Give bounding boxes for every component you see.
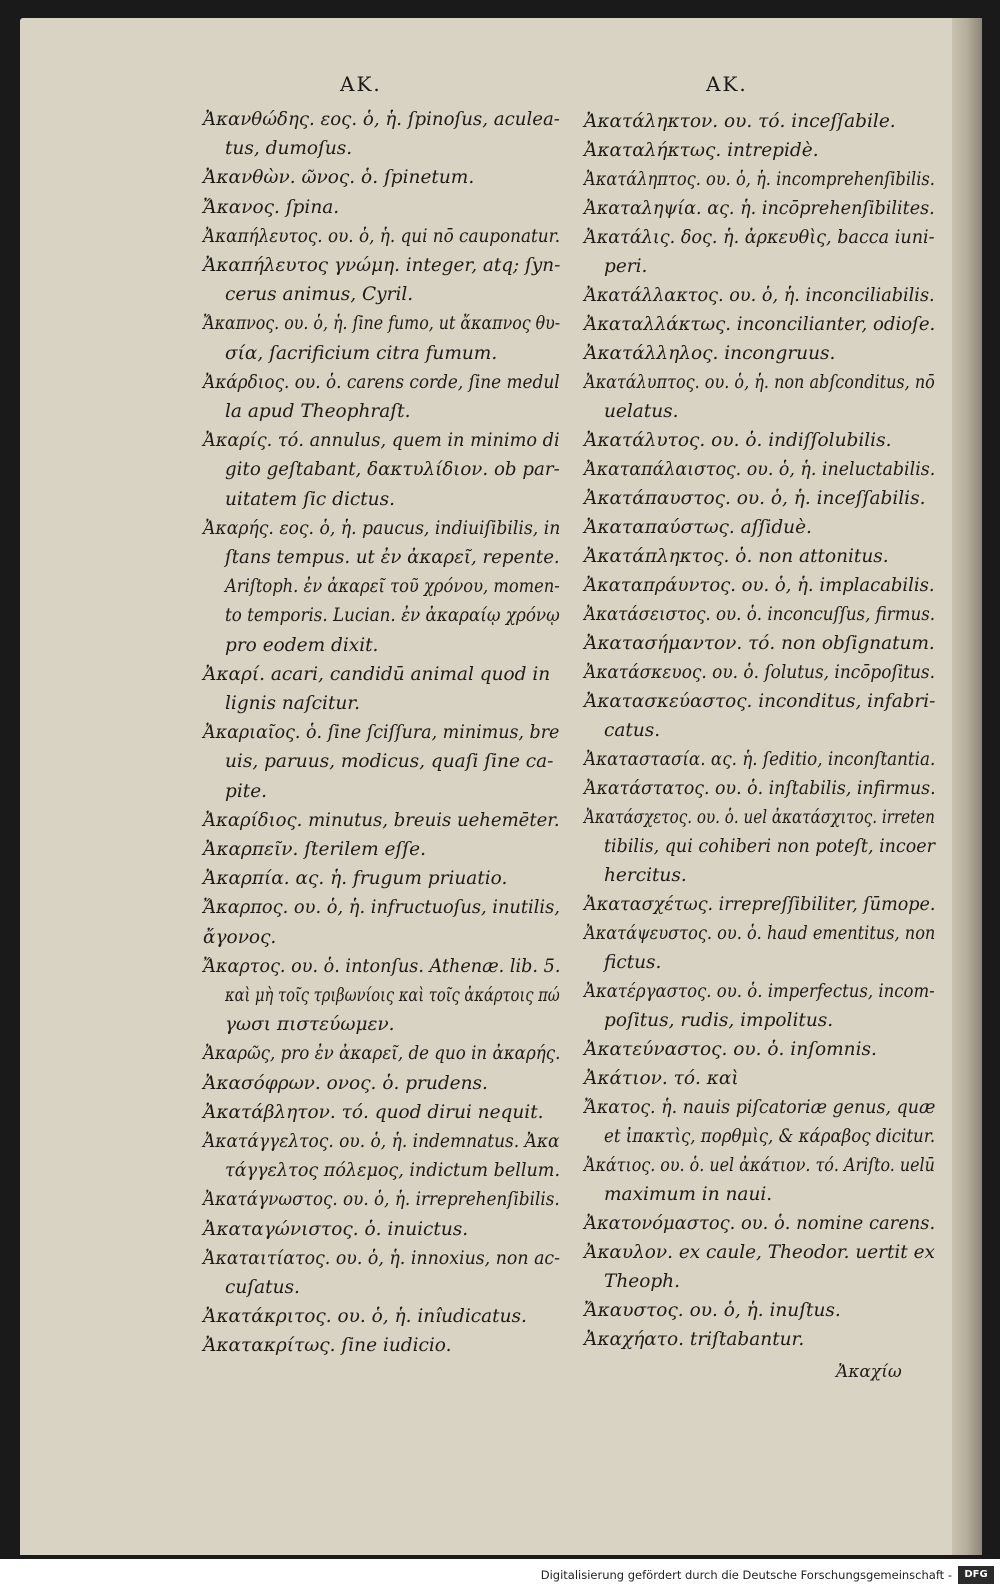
dictionary-line: Ἀκατάπληκτος. ὁ. non attonitus. xyxy=(584,546,889,567)
dictionary-line: σία, ſacrificium citra fumum. xyxy=(225,342,498,364)
dictionary-line: Ἀκατάληκτον. ου. τό. inceſſabile. xyxy=(584,111,896,132)
dictionary-line: Ἄκατος. ἡ. nauis piſcatoriæ genus, quæ xyxy=(584,1097,936,1118)
dictionary-line: τάγγελτος πόλεμος, indictum bellum. xyxy=(225,1160,561,1182)
dictionary-line: uis, paruus, modicus, quaſi ſine ca- xyxy=(225,751,554,773)
dictionary-line: Ἀκατάληπτος. ου. ὁ, ἡ. incomprehenſibilis. xyxy=(584,169,935,190)
dictionary-line: cuſatus. xyxy=(225,1277,300,1298)
footer-bar xyxy=(0,1560,1000,1592)
dictionary-line: Ἀκαπήλευτος. ου. ὁ, ἡ. qui nō cauponatur. xyxy=(203,225,561,247)
dictionary-line: Ἀκαπήλευτος γνώμη. integer, atq; ſyn- xyxy=(203,255,561,276)
dictionary-line: Ἀκατάπαυστος. ου. ὁ, ἡ. inceſſabilis. xyxy=(584,488,926,509)
footer-credit: Digitalisierung gefördert durch die Deutsche Forschungsgemeinschaft - xyxy=(540,1568,952,1582)
dictionary-line: Ἀκατάγνωστος. ου. ὁ, ἡ. irreprehenſibilis. xyxy=(203,1189,560,1211)
dictionary-line: Ἀκατάσειστος. ου. ὁ. inconcuſſus, firmus. xyxy=(584,604,936,625)
dictionary-line: poſitus, rudis, impolitus. xyxy=(604,1010,834,1031)
dictionary-line: Ἀκαταστασία. ας. ἡ. ſeditio, inconſtantia. xyxy=(584,749,936,770)
dictionary-line: Ἀκατασκεύαστος. inconditus, infabri- xyxy=(584,691,936,712)
dictionary-line: Ἀκαταλήκτως. intrepidè. xyxy=(584,140,819,161)
dictionary-line: Ἀκαχήατο. triſtabantur. xyxy=(584,1329,805,1350)
dictionary-line: Ἀκατάστατος. ου. ὁ. inſtabilis, infirmus. xyxy=(584,778,936,799)
dictionary-line: peri. xyxy=(604,256,648,277)
dictionary-line: ſtans tempus. ut ἐν ἀκαρεῖ, repente. xyxy=(225,547,560,568)
dictionary-line: Ἀκάτιος. ου. ὁ. uel ἀκάτιον. τό. Ariſto. uelū xyxy=(584,1155,935,1176)
dictionary-line: Ἀκαριαῖος. ὁ. ſine ſciſſura, minimus, bre xyxy=(203,722,560,744)
dictionary-line: Ἀκαρπεῖν. ſterilem eſſe. xyxy=(203,839,426,860)
running-head-left: AK. xyxy=(340,72,382,96)
dictionary-line: Ἀκατάλυτος. ου. ὁ. indiſſolubilis. xyxy=(584,430,892,451)
dictionary-line: Ἀκατάλλακτος. ου. ὁ, ἡ. inconciliabilis. xyxy=(584,285,935,306)
dictionary-line: Ἄκαρτος. ου. ὁ. intonſus. Athenæ. lib. 5. xyxy=(203,955,561,977)
dictionary-line: tibilis, qui cohiberi non poteſt, incoer xyxy=(604,836,936,857)
dictionary-line: Ἀκατονόμαστος. ου. ὁ. nomine carens. xyxy=(584,1213,936,1234)
dictionary-line: Ἀκανθὼν. ῶνος. ὁ. ſpinetum. xyxy=(203,167,475,189)
catchword: Ἀκαχίω xyxy=(836,1362,902,1382)
page-edge xyxy=(952,18,982,1555)
dictionary-line: Ariſtoph. ἐν ἀκαρεῖ τοῦ χρόνου, momen- xyxy=(225,576,560,598)
dictionary-line: γωσι πιστεύωμεν. xyxy=(225,1014,395,1036)
dictionary-line: Ἀκαταπράυντος. ου. ὁ, ἡ. implacabilis. xyxy=(584,575,935,596)
dictionary-line: Ἀκαρίς. τό. annulus, quem in minimo di xyxy=(203,430,560,452)
dictionary-line: pro eodem dixit. xyxy=(225,634,379,656)
dictionary-line: Ἀκατακρίτως. ſine iudicio. xyxy=(203,1335,452,1357)
dictionary-line: Ἀκάτιον. τό. καὶ xyxy=(584,1068,739,1089)
dictionary-line: Ἀκατάσχετος. ου. ὁ. uel ἀκατάσχιτος. irreten xyxy=(584,807,935,828)
dictionary-line: Ἄκαυστος. ου. ὁ, ἡ. inuſtus. xyxy=(584,1300,841,1321)
dictionary-line: Ἀκαταιτίατος. ου. ὁ, ἡ. innoxius, non ac- xyxy=(203,1247,561,1269)
dictionary-line: to temporis. Lucian. ἐν ἀκαραίῳ χρόνῳ xyxy=(225,605,560,627)
dictionary-line: Ἄκαρπος. ου. ὁ, ἡ. infructuoſus, inutilis, xyxy=(203,897,560,919)
dictionary-line: uitatem ſic dictus. xyxy=(225,488,395,510)
dictionary-line: Ἀκαταγώνιστος. ὁ. inuictus. xyxy=(203,1218,469,1240)
dictionary-line: Ἀκαρπία. ας. ἡ. frugum priuatio. xyxy=(203,868,508,890)
dictionary-line: lignis naſcitur. xyxy=(225,693,360,714)
dictionary-line: Ἀκαταληψία. ας. ἡ. incōprehenſibilites. xyxy=(584,198,935,219)
dictionary-line: Ἀκαρί. acari, candidū animal quod in xyxy=(203,663,551,685)
dictionary-line: Ἀκατασήμαντον. τό. non obſignatum. xyxy=(584,633,935,654)
dictionary-line: et ἰπακτὶς, πορθμὶς, & κάραβος dicitur. xyxy=(604,1126,936,1147)
dictionary-line: catus. xyxy=(604,720,661,741)
dictionary-line: Ἀκατάγγελτος. ου. ὁ, ἡ. indemnatus. Ἀκα xyxy=(203,1131,560,1152)
dictionary-line: Ἀκατεύναστος. ου. ὁ. inſomnis. xyxy=(584,1039,877,1060)
dictionary-line: Ἀκατάβλητον. τό. quod dirui nequit. xyxy=(203,1101,544,1123)
dictionary-line: Ἀκασόφρων. ονος. ὁ. prudens. xyxy=(203,1072,488,1094)
dictionary-line: gito geſtabant, δακτυλίδιον. ob par- xyxy=(225,459,560,481)
dictionary-line: Ἀκάρδιος. ου. ὁ. carens corde, ſine medul xyxy=(203,371,560,393)
dictionary-line: ἄγονος. xyxy=(203,926,277,948)
dictionary-line: καὶ μὴ τοῖς τριβωνίοις καὶ τοῖς ἀκάρτοις πώ xyxy=(225,985,560,1006)
dictionary-line: Ἄκαπνος. ου. ὁ, ἡ. ſine fumo, ut ἄκαπνος θυ- xyxy=(203,313,561,335)
dictionary-line: Ἀκαρίδιος. minutus, breuis uehemēter. xyxy=(203,809,560,831)
dictionary-line: tus, dumoſus. xyxy=(225,138,353,160)
dictionary-line: Ἀκαταλλάκτως. inconcilianter, odioſe. xyxy=(584,314,936,335)
dictionary-line: la apud Theophraſt. xyxy=(225,401,411,422)
dictionary-line: Ἀκατάλυπτος. ου. ὁ, ἡ. non abſconditus, nō xyxy=(584,372,935,393)
dictionary-line: hercitus. xyxy=(604,865,687,886)
dictionary-line: Ἄκανος. ſpina. xyxy=(203,196,340,218)
dictionary-line: Ἀκανθώδης. εος. ὁ, ἡ. ſpinoſus, aculea- xyxy=(203,109,560,130)
dictionary-line: Ἀκαταπαύστως. aſſiduè. xyxy=(584,517,812,538)
dictionary-line: Ἀκαυλον. ex caule, Theodor. uertit ex xyxy=(584,1242,935,1263)
dictionary-line: Ἀκατάσκευος. ου. ὁ. ſolutus, incōpoſitus. xyxy=(584,662,935,683)
dictionary-line: Theoph. xyxy=(604,1271,680,1292)
dfg-logo: DFG xyxy=(958,1566,994,1584)
dictionary-line: Ἀκατάκριτος. ου. ὁ, ἡ. inîudicatus. xyxy=(203,1306,527,1328)
dictionary-line: maximum in naui. xyxy=(604,1184,773,1205)
dictionary-line: Ἀκατάλις. δος. ἡ. ἀρκευθὶς, bacca iuni- xyxy=(584,227,935,248)
dictionary-line: uelatus. xyxy=(604,401,679,422)
dictionary-line: Ἀκαταπάλαιστος. ου. ὁ, ἡ. ineluctabilis. xyxy=(584,459,936,480)
dictionary-line: fictus. xyxy=(604,952,662,973)
running-head-right: AK. xyxy=(706,72,748,96)
dictionary-line: Ἀκατάλληλος. incongruus. xyxy=(584,343,836,364)
dictionary-line: Ἀκαρής. εος. ὁ, ἡ. paucus, indiuiſibilis, in xyxy=(203,517,561,539)
dictionary-line: Ἀκατάψευστος. ου. ὁ. haud ementitus, non xyxy=(584,923,936,944)
dictionary-line: Ἀκαρῶς, pro ἐν ἀκαρεῖ, de quo in ἀκαρής. xyxy=(203,1043,561,1065)
dictionary-line: Ἀκατασχέτως. irrepreſſibiliter, ſūmope. xyxy=(584,894,936,915)
dictionary-line: Ἀκατέργαστος. ου. ὁ. imperfectus, incom- xyxy=(584,981,935,1002)
dictionary-line: cerus animus, Cyril. xyxy=(225,284,414,306)
dictionary-line: pite. xyxy=(225,780,268,802)
